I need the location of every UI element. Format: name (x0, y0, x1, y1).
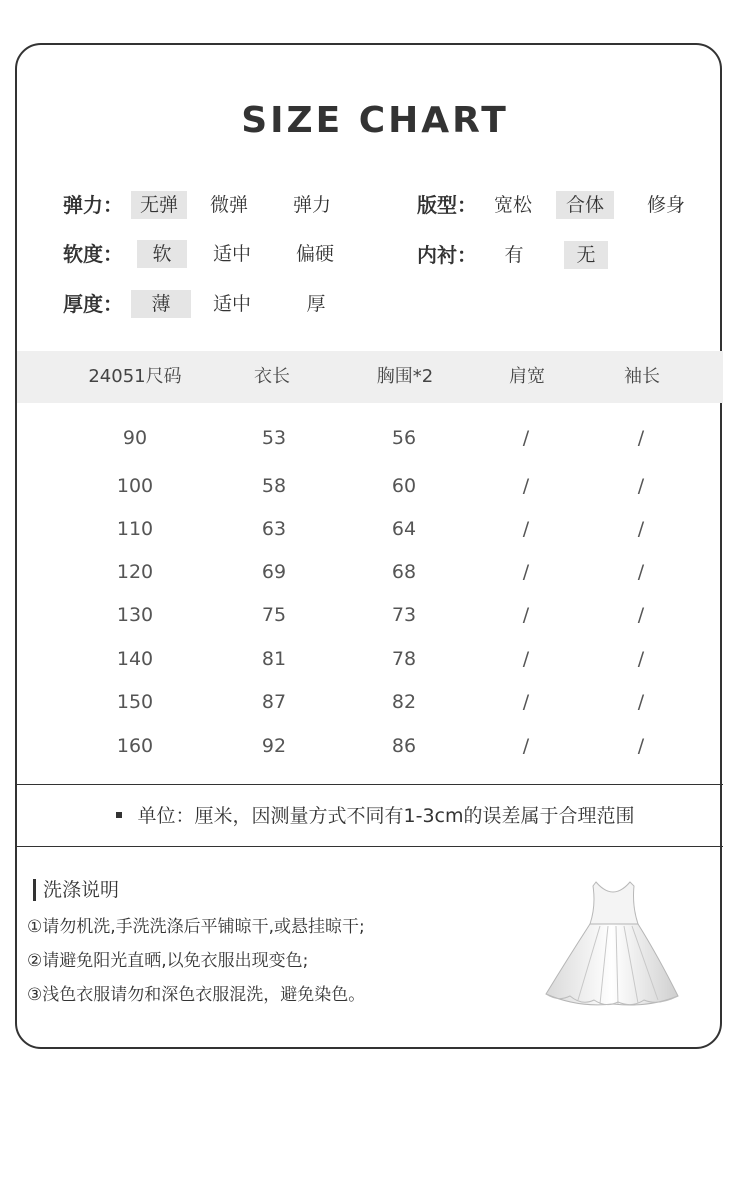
cell-sleeve: / (637, 518, 645, 540)
cell-chest: 78 (391, 648, 417, 670)
thickness-option-thin: 薄 (131, 290, 191, 318)
cell-shoulder: / (522, 518, 530, 540)
cell-length: 81 (261, 648, 287, 670)
cell-shoulder: / (522, 604, 530, 626)
cell-size: 160 (116, 735, 154, 757)
washing-line-2: ②请避免阳光直晒,以免衣服出现变色; (27, 951, 309, 971)
elasticity-option-elastic: 弹力 (292, 194, 331, 216)
softness-label: 软度： (63, 242, 123, 266)
cell-length: 92 (261, 735, 287, 757)
cell-size: 110 (116, 518, 154, 540)
cell-sleeve: / (637, 427, 645, 449)
cell-length: 63 (261, 518, 287, 540)
thickness-label: 厚度： (63, 292, 123, 316)
cell-length: 53 (261, 427, 287, 449)
header-length: 衣长 (254, 366, 290, 387)
elasticity-label: 弹力： (63, 193, 123, 217)
cell-sleeve: / (637, 475, 645, 497)
lining-label: 内衬： (417, 243, 477, 267)
cell-length: 75 (261, 604, 287, 626)
white-dress-icon (538, 876, 688, 1016)
cell-size: 90 (122, 427, 148, 449)
cell-chest: 82 (391, 691, 417, 713)
cell-chest: 68 (391, 561, 417, 583)
unit-note (0, 801, 750, 831)
cell-shoulder: / (522, 648, 530, 670)
unit-note-text: 单位：厘米，因测量方式不同有1-3cm的误差属于合理范围 (137, 805, 635, 827)
header-shoulder: 肩宽 (509, 366, 545, 387)
cell-chest: 86 (391, 735, 417, 757)
cell-size: 120 (116, 561, 154, 583)
header-sleeve: 袖长 (624, 366, 660, 387)
cell-size: 150 (116, 691, 154, 713)
divider-top (17, 784, 723, 785)
lining-option-no: 无 (564, 241, 608, 269)
fit-option-slim: 修身 (646, 194, 685, 216)
cell-chest: 56 (391, 427, 417, 449)
section-marker (33, 879, 36, 901)
header-chest: 胸围*2 (376, 366, 434, 387)
header-size: 24051尺码 (88, 366, 182, 387)
cell-chest: 73 (391, 604, 417, 626)
cell-sleeve: / (637, 691, 645, 713)
divider-bottom (17, 846, 723, 847)
softness-option-medium: 适中 (212, 243, 251, 265)
fit-label: 版型： (417, 193, 477, 217)
softness-option-soft: 软 (137, 240, 187, 268)
lining-option-yes: 有 (504, 244, 524, 266)
thickness-option-thick: 厚 (306, 293, 326, 315)
cell-shoulder: / (522, 427, 530, 449)
cell-size: 140 (116, 648, 154, 670)
cell-chest: 60 (391, 475, 417, 497)
washing-title: 洗涤说明 (43, 879, 120, 901)
cell-chest: 64 (391, 518, 417, 540)
cell-length: 69 (261, 561, 287, 583)
cell-shoulder: / (522, 691, 530, 713)
cell-size: 130 (116, 604, 154, 626)
cell-sleeve: / (637, 561, 645, 583)
washing-line-3: ③浅色衣服请勿和深色衣服混洗，避免染色。 (27, 985, 366, 1005)
cell-length: 87 (261, 691, 287, 713)
page-title: SIZE CHART (241, 100, 509, 141)
thickness-option-medium: 适中 (212, 293, 251, 315)
cell-sleeve: / (637, 604, 645, 626)
cell-shoulder: / (522, 475, 530, 497)
elasticity-option-slight: 微弹 (209, 194, 248, 216)
washing-line-1: ①请勿机洗,手洗洗涤后平铺晾干,或悬挂晾干; (27, 917, 365, 937)
fit-option-loose: 宽松 (493, 194, 532, 216)
cell-sleeve: / (637, 648, 645, 670)
bullet-icon (116, 812, 122, 818)
cell-shoulder: / (522, 735, 530, 757)
fit-option-regular: 合体 (556, 191, 614, 219)
size-table-header (17, 351, 723, 403)
cell-shoulder: / (522, 561, 530, 583)
cell-sleeve: / (637, 735, 645, 757)
softness-option-hard: 偏硬 (295, 243, 334, 265)
cell-length: 58 (261, 475, 287, 497)
cell-size: 100 (116, 475, 154, 497)
elasticity-option-none: 无弹 (131, 191, 187, 219)
